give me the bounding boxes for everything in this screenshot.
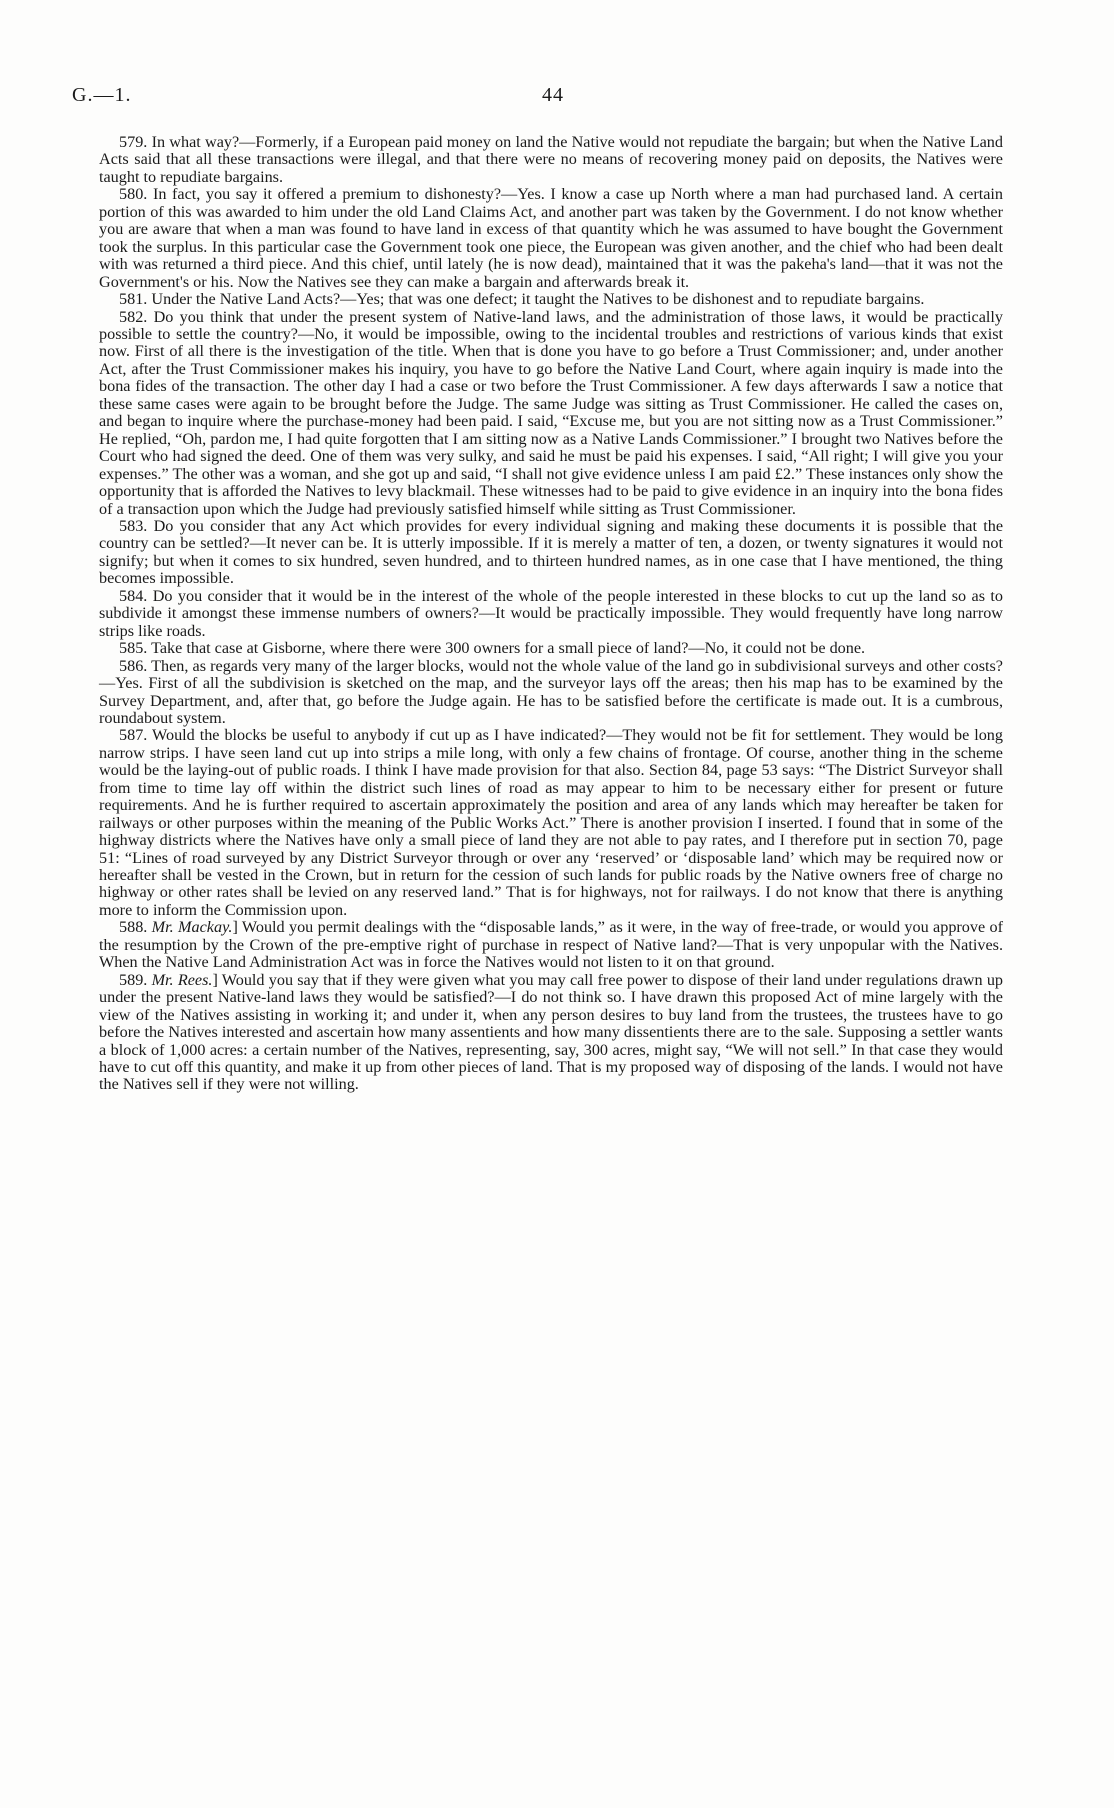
speaker-bracket: ] xyxy=(212,970,218,989)
question-text: Would you permit dealings with the “disposable lands,” as it were, in the way of free-trade, or would you approve of the resumption by the Crown of the pre-emptive right of purchase in respect of Native land?—That is very unpopular with the Natives. When the Native Land Administration Act was in force the Natives would not listen to it on that ground. xyxy=(99,918,1004,972)
speaker-name: Mr. Rees. xyxy=(151,970,213,989)
question-581 xyxy=(99,291,1003,308)
question-text: Under the Native Land Acts?—Yes; that was one defect; it taught the Natives to be dishonest and to repudiate bargains. xyxy=(151,290,925,309)
question-587 xyxy=(99,727,1003,919)
question-text: In what way?—Formerly, if a European paid money on land the Native would not repudiate the bargain; but when the Native Land Acts said that all these transactions were illegal, and that there were no means of recovering money paid on deposits, the Natives were taught to repudiate bargains. xyxy=(99,133,1003,186)
question-number: 586. xyxy=(119,656,148,675)
question-580 xyxy=(99,186,1003,291)
question-number: 589. xyxy=(119,970,148,989)
question-number: 584. xyxy=(119,586,148,605)
question-579 xyxy=(99,134,1003,186)
question-584 xyxy=(99,588,1003,640)
question-586 xyxy=(99,658,1003,728)
question-text: Do you consider that it would be in the interest of the whole of the people interested in these blocks to cut up the land so as to subdivide it amongst these immense numbers of owners?—It would be practically impossible. They would frequently have long narrow strips like roads. xyxy=(99,586,1003,640)
evidence-text xyxy=(99,134,1003,1094)
question-text: Would the blocks be useful to anybody if cut up as I have indicated?—They would not be fit for settlement. They would be long narrow strips. I have seen land cut up into strips a mile long, with only a few chains of frontage. Of course, another thing in the scheme would be the laying-out of public roads. I think I have made provision for that also. Section 84, page 53 says: “The District Surveyor shall from time to time lay off within the district such lines of road as may appear to him to be necessary either for present or future requirements. And he is further required to ascertain approximately the position and area of any lands which may hereafter be taken for railways or other purposes within the meaning of the Public Works Act.” There is another provision I inserted. I found that in some of the highway districts where the Natives have only a small piece of land they are not able to pay rates, and I therefore put in section 70, page 51: “Lines of road surveyed by any District Surveyor through or over any ‘reserved’ or ‘disposable land’ which may be required now or hereafter shall be vested in the Crown, but in return for the cession of such lands for public roads by the Native owners free of charge no highway or other rates shall be levied on any reserved land.” That is for highways, not for railways. I do not know that there is anything more to inform the Commission upon. xyxy=(99,726,1003,919)
question-588 xyxy=(99,919,1003,971)
question-text: Then, as regards very many of the larger blocks, would not the whole value of the land go in subdivisional surveys and other costs?—Yes. First of all the subdivision is sketched on the map, and the surveyor lays off the areas; then his map has to be examined by the Survey Department, and, after that, go before the Judge again. He has to be satisfied before the certificate is made out. It is a cumbrous, roundabout system. xyxy=(99,656,1003,727)
question-text: Would you say that if they were given what you may call free power to dispose of their land under regulations drawn up under the present Native-land laws they would be satisfied?—I do not think so. I have drawn this proposed Act of mine largely with the view of the Natives assisting in working it; and under it, when any person desires to buy land from the trustees, the trustees have to go before the Natives interested and ascertain how many assentients and how many dissentients there are to the sale. Supposing a settler wants a block of 1,000 acres: a certain number of the Natives, representing, say, 300 acres, might say, “We will not sell.” In that case they would have to cut off this quantity, and make it up from other pieces of land. That is my proposed way of disposing of the lands. I would not have the Natives sell if they were not willing. xyxy=(99,970,1004,1094)
page-number: 44 xyxy=(542,84,564,106)
question-text: In fact, you say it offered a premium to dishonesty?—Yes. I know a case up North where a man had purchased land. A certain portion of this was awarded to him under the old Land Claims Act, and another part was taken by the Government. I do not know whether you are aware that when a man was found to have land in excess of that quantity which he was assumed to have bought the Government took the surplus. In this particular case the Government took one piece, the European was given another, and the chief who had been dealt with was returned a third piece. And this chief, until lately (he is now dead), maintained that it was the pakeha's land—that it was not the Government's or his. Now the Natives see they can make a bargain and afterwards break it. xyxy=(99,185,1003,291)
question-582 xyxy=(99,309,1003,518)
speaker-name: Mr. Mackay. xyxy=(151,918,233,937)
question-text: Do you consider that any Act which provides for every individual signing and making these documents it is possible that the country can be settled?—It never can be. It is utterly impossible. If it is merely a matter of ten, a dozen, or twenty signatures it would not signify; but when it comes to six hundred, seven hundred, and to thirteen hundred names, as in one case that I have mentioned, the thing becomes impossible. xyxy=(99,516,1004,588)
speaker-bracket: ] xyxy=(232,918,238,937)
question-text: Take that case at Gisborne, where there were 300 owners for a small piece of land?—No, it could not be done. xyxy=(151,639,866,658)
question-number: 582. xyxy=(119,307,148,326)
document-reference: G.—1. xyxy=(72,84,132,106)
question-583 xyxy=(99,518,1003,588)
question-number: 587. xyxy=(119,726,148,745)
question-585 xyxy=(99,640,1003,657)
question-number: 580. xyxy=(119,185,148,204)
question-number: 581. xyxy=(119,290,148,309)
question-number: 585. xyxy=(119,639,148,658)
question-589 xyxy=(99,972,1003,1094)
question-text: Do you think that under the present system of Native-land laws, and the administration of those laws, it would be practically possible to settle the country?—No, it would be impossible, owing to the incidental troubles and restrictions of various kinds that exist now. First of all there is the investigation of the title. When that is done you have to go before a Trust Commissioner; and, under another Act, after the Trust Commissioner makes his inquiry, you have to go before the Native Land Court, where again inquiry is made into the bona fides of the transaction. The other day I had a case or two before the Trust Commissioner. A few days afterwards I saw a notice that these same cases were again to be brought before the Judge. The same Judge was sitting as Trust Commissioner. He called the cases on, and began to inquire where the purchase-money had been paid. I said, “Excuse me, but you are not sitting now as a Trust Commissioner.” He replied, “Oh, pardon me, I had quite forgotten that I am sitting now as a Native Lands Commissioner.” I brought two Natives before the Court who had signed the deed. One of them was very sulky, and said he must be paid his expenses. I said, “All right; I will give you your expenses.” The other was a woman, and she got up and said, “I shall not give evidence unless I am paid £2.” These instances only show the opportunity that is afforded the Natives to levy blackmail. These witnesses had to be paid to give evidence in an inquiry into the bona fides of a transaction upon which the Judge had previously satisfied himself while sitting as Trust Commissioner. xyxy=(99,307,1004,518)
question-number: 579. xyxy=(119,133,148,151)
question-number: 583. xyxy=(119,516,148,535)
question-number: 588. xyxy=(119,918,148,937)
page-header xyxy=(72,84,1012,114)
